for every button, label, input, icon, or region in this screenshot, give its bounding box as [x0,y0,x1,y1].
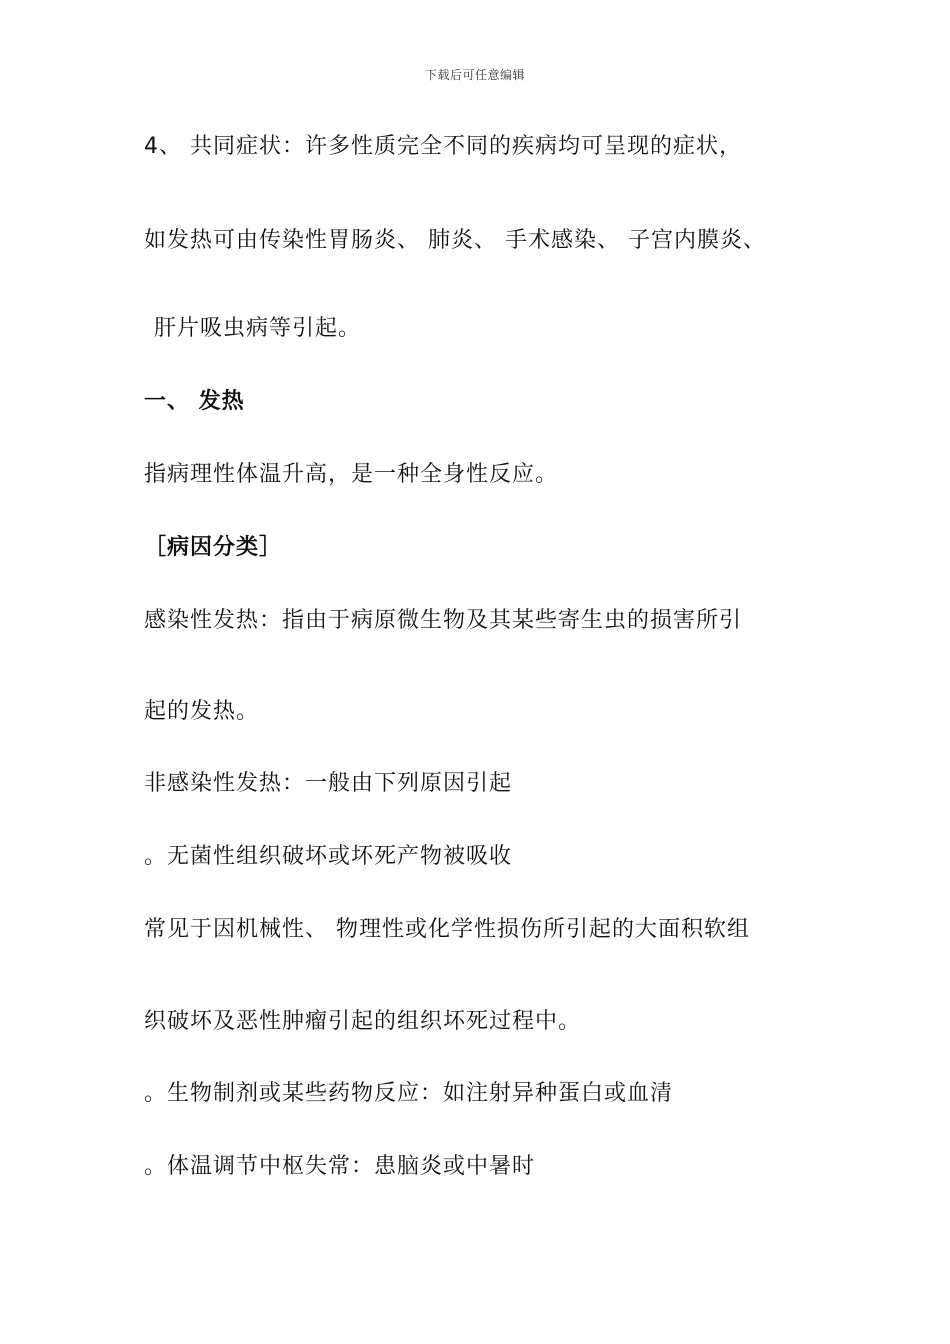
list-item: 。生物制剂或某些药物反应：如注射异种蛋白或血清 [144,1081,674,1106]
paragraph-line: 非感染性发热：一般由下列原因引起 [144,771,513,796]
list-item: 。无菌性组织破坏或坏死产物被吸收 [144,844,513,869]
paragraph-line: 4、 共同症状：许多性质完全不同的疾病均可呈现的症状， [144,134,742,159]
paragraph-line: 织破坏及恶性肿瘤引起的组织坏死过程中。 [144,1009,582,1034]
paragraph-line: 常见于因机械性、 物理性或化学性损伤所引起的大面积软组 [144,917,750,942]
section-heading: 一、 发热 [144,389,245,414]
paragraph-line: 指病理性体温升高，是一种全身性反应。 [144,462,559,487]
page-header: 下载后可任意编辑 [424,68,525,82]
paragraph-line: 起的发热。 [144,699,260,724]
paragraph-line: 感染性发热：指由于病原微生物及其某些寄生虫的损害所引 [144,608,743,633]
subsection-heading: ［病因分类］ [144,535,283,560]
paragraph-line: 如发热可由传染性胃肠炎、 肺炎、 手术感染、 子宫内膜炎、 [144,228,766,253]
list-item: 。体温调节中枢失常：患脑炎或中暑时 [144,1154,536,1179]
paragraph-line: 肝片吸虫病等引起。 [154,316,362,341]
